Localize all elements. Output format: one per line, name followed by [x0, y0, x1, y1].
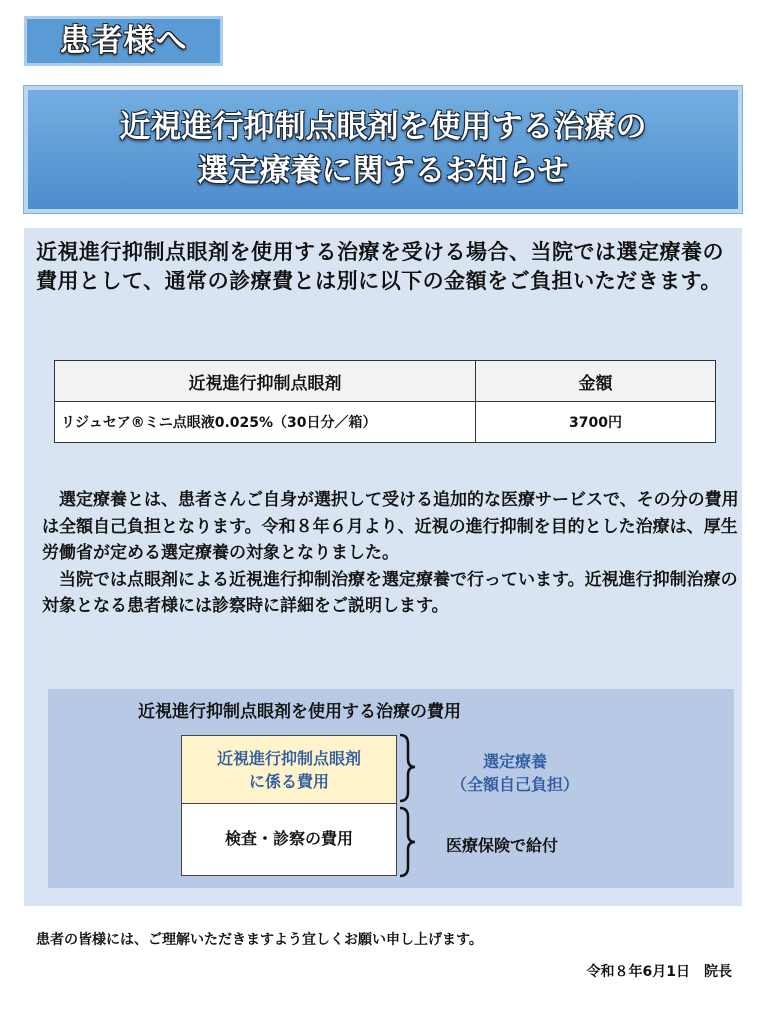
table-row: [55, 402, 716, 443]
medication-name: リジュセア®ミニ点眼液0.025%（30日分／箱）: [55, 402, 476, 443]
medication-cost-line-2: に係る費用: [248, 772, 329, 791]
title-line-2: 選定療養に関するお知らせ: [197, 153, 569, 189]
upper-brace-icon: [400, 735, 415, 801]
price-table: [54, 360, 716, 443]
exam-cost-box: 検査・診察の費用: [224, 829, 353, 848]
intro-text: 近視進行抑制点眼剤を使用する治療を受ける場合、当院では選定療養の費用として、通常の診療費とは別に以下の金額をご負担いただきます。: [36, 240, 724, 293]
self-pay-label-line-1: 選定療養: [482, 752, 547, 771]
notice-badge: 患者様へ: [24, 16, 223, 66]
brace-icons: [396, 732, 426, 882]
header-medication: 近視進行抑制点眼剤: [55, 361, 476, 402]
cost-title: 近視進行抑制点眼剤を使用する治療の費用: [138, 702, 461, 722]
footer-note: 患者の皆様には、ご理解いただきますよう宜しくお願い申し上げます。: [36, 932, 483, 948]
description-paragraph-1: 選定療養とは、患者さんご自身が選択して受ける追加的な医療サービスで、その分の費用は全額自己負担となります。令和８年６月より、近視の進行抑制を目的とした治療は、厚生労働省が定める選定療養の対象となりました。: [42, 490, 739, 563]
header-amount: 金額: [476, 361, 716, 402]
lower-brace-icon: [400, 808, 415, 876]
medication-cost-line-1: 近視進行抑制点眼剤: [216, 749, 361, 768]
insurance-label: 医療保険で給付: [446, 836, 559, 855]
page-title: [24, 86, 742, 213]
cost-breakdown-boxes: [181, 735, 397, 876]
table-header-row: [55, 361, 716, 402]
description: [42, 487, 742, 620]
description-paragraph-2: 当院では点眼剤による近視進行抑制治療を選定療養で行っています。近視進行抑制治療の対象となる患者様には診察時に詳細をご説明します。: [42, 569, 738, 616]
title-line-1: 近視進行抑制点眼剤を使用する治療の: [119, 109, 647, 145]
medication-amount: 3700円: [476, 402, 716, 443]
date-signature: 令和８年6月1日 院長: [586, 964, 732, 980]
self-pay-label: [440, 750, 590, 796]
medication-cost-box: [182, 736, 396, 804]
self-pay-label-line-2: （全額自己負担）: [450, 775, 579, 794]
